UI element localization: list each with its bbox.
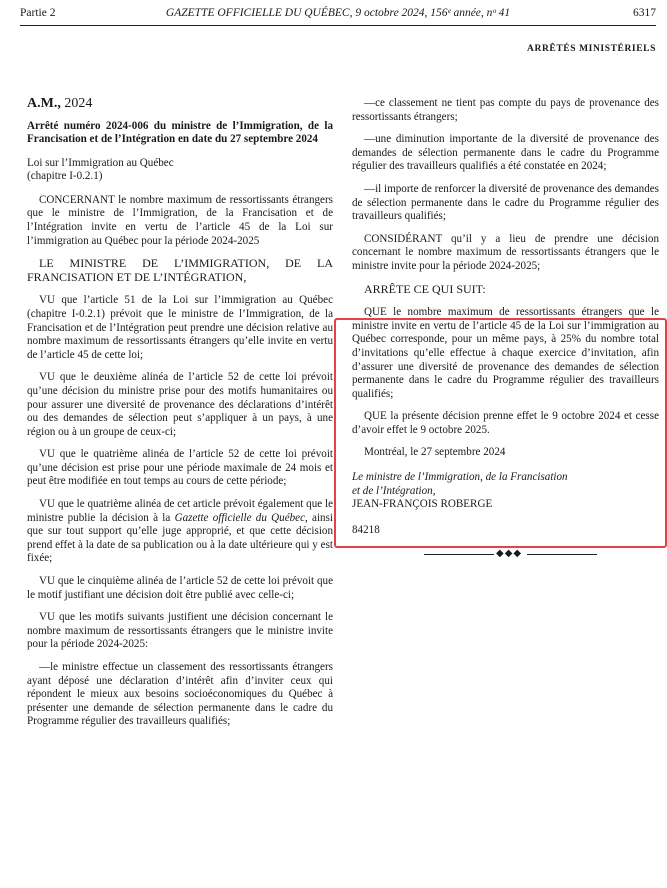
bullet-paragraph-2: —ce classement ne tient pas compte du pays de provenance des ressortissants étrangers; <box>352 97 659 123</box>
law-reference: Loi sur l’Immigration au Québec (chapitre I-0.2.1) <box>27 156 174 183</box>
que-paragraph-2: QUE la présente décision prenne effet le 9 octobre 2024 et cesse d’avoir effet le 9 octobre 2025. <box>352 410 659 436</box>
concernant-paragraph: CONCERNANT le nombre maximum de ressortissants étrangers que le ministre de l’Immigration, de la Francisation et de l’Intégration invite en vertu de l’article 45 de la Loi sur l’immigration au Québec pour la période 2024-2025 <box>27 193 333 247</box>
arrete-title: Arrêté numéro 2024-006 du ministre de l’Immigration, de la Francisation et de l’Intégration en date du 27 septembre 2024 <box>27 119 333 146</box>
page-number: 6317 <box>633 7 656 19</box>
section-end-ornament <box>352 547 659 561</box>
am-heading: A.M., 2024 <box>27 96 93 111</box>
section-label: ARRÊTÉS MINISTÉRIELS <box>527 44 656 54</box>
signatory-title: Le ministre de l’Immigration, de la Francisation et de l’Intégration, <box>352 471 568 497</box>
left-column <box>27 97 333 738</box>
vu-paragraph-2: VU que le deuxième alinéa de l’article 52 de cette loi prévoit qu’une décision du ministre prise pour des motifs humanitaires ou pour assurer une diversité de provenance des déclarations d’intérêt ou des demandes de sélection peut s’appliquer à un pays, à une région ou à un groupe de ceux-ci; <box>27 371 333 438</box>
place-date: Montréal, le 27 septembre 2024 <box>364 446 506 459</box>
gazette-title: GAZETTE OFFICIELLE DU QUÉBEC, 9 octobre 2024, 156ᵉ année, nᵒ 41 <box>165 7 511 19</box>
part-label: Partie 2 <box>20 7 56 19</box>
highlight-box <box>334 318 667 548</box>
bullet-paragraph-1: —le ministre effectue un classement des ressortissants étrangers ayant déposé une déclaration d’intérêt afin d’inviter ceux qui répondent le mieux aux besoins socioéconomiques du Québec à présenter une demande de sélection permanente dans le cadre du Programme régulier des travailleurs qualifiés; <box>27 661 333 728</box>
document-code: 84218 <box>352 523 380 536</box>
vu-paragraph-5: VU que le cinquième alinéa de l’article 52 de cette loi prévoit que le motif justifiant une décision doit être publié avec celle-ci; <box>27 575 333 601</box>
ornament-line-right <box>527 554 597 555</box>
diamond-ornament-icon: ◆◆◆ <box>496 548 523 560</box>
page-header <box>20 7 656 23</box>
vu-paragraph-1: VU que l’article 51 de la Loi sur l’immigration au Québec (chapitre I-0.2.1) prévoit que le ministre de l’Immigration, de la Francisation et de l’Intégration peut prendre une décision relative au nombre maximum de ressortissants étrangers qu’elle invite en vertu de l’article 45 de cette loi; <box>27 294 333 361</box>
header-rule <box>20 25 656 26</box>
signatory-name: JEAN-FRANÇOIS ROBERGE <box>352 498 493 511</box>
ministre-heading: LE MINISTRE DE L’IMMIGRATION, DE LA FRANCISATION ET DE L’INTÉGRATION, <box>27 256 333 284</box>
vu-paragraph-3: VU que le quatrième alinéa de l’article 52 de cette loi prévoit qu’une décision est prise pour une période maximale de 24 mois et peut être modifiée en tout temps au cours de cette période; <box>27 448 333 488</box>
considerant-paragraph: CONSIDÉRANT qu’il y a lieu de prendre une décision concernant le nombre maximum de ressortissants étrangers que le ministre invite pour la période 2024-2025; <box>352 232 659 272</box>
que-paragraph-1: QUE le nombre maximum de ressortissants étrangers que le ministre invite en vertu de l’article 45 de la Loi sur l’immigration au Québec corresponde, pour un même pays, à 25% du nombre total d’invitations qu’elle effectue à chaque exercice d’invitation, afin d’assurer une diversité de provenance des demandes de sélection permanente dans le cadre du Programme régulier des travailleurs qualifiés; <box>352 306 659 400</box>
arrete-heading: ARRÊTE CE QUI SUIT: <box>364 281 486 296</box>
bullet-paragraph-3: —une diminution importante de la diversité de provenance des demandes de sélection permanente dans le cadre du Programme régulier des travailleurs qualifiés a été constatée en 2024; <box>352 133 659 173</box>
bullet-paragraph-4: —il importe de renforcer la diversité de provenance des demandes de sélection permanente dans le cadre du Programme régulier des travailleurs qualifiés; <box>352 182 659 223</box>
vu-paragraph-6: VU que les motifs suivants justifient une décision concernant le nombre maximum de ressortissants étrangers que le ministre invite pour la période 2024-2025: <box>27 611 333 651</box>
vu-paragraph-4: VU que le quatrième alinéa de cet article prévoit également que le ministre publie la décision à la Gazette officielle du Québec, ainsi que sur tout support qu’elle juge approprié, et que cette décision prend effet à la date de sa publication ou à la date ultérieure qui y est fixée; <box>27 498 334 565</box>
ornament-line-left <box>424 554 494 555</box>
